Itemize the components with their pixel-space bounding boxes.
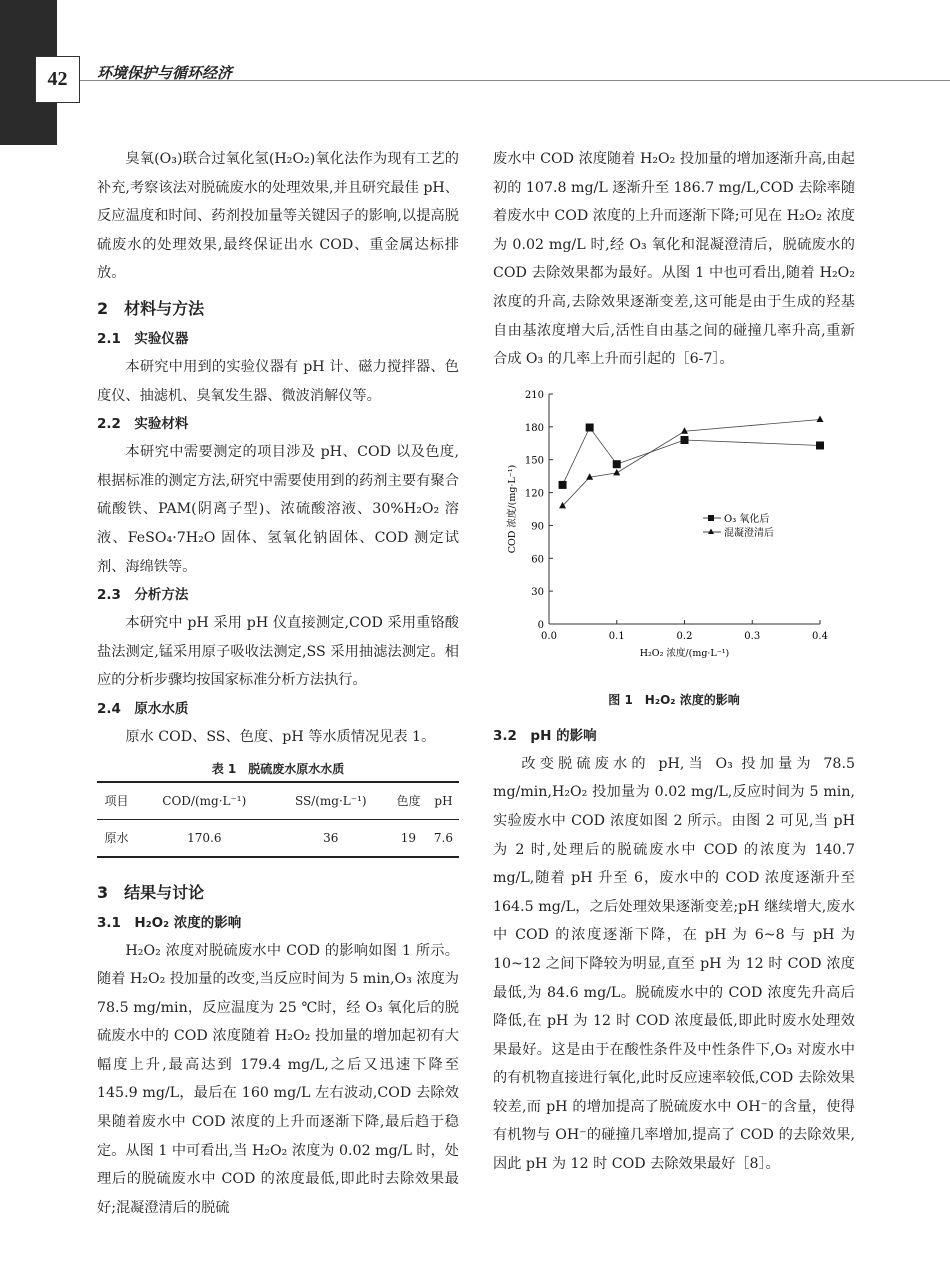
y-tick-label: 180: [524, 422, 544, 434]
figure-1: [493, 384, 855, 684]
table-header: 项目: [104, 793, 129, 808]
page-number: 42: [35, 56, 80, 103]
subsection-heading: 2.1 实验仪器: [97, 330, 189, 347]
section-heading: 3 结果与讨论: [97, 882, 205, 902]
table-header: COD/(mg·L⁻¹): [162, 793, 247, 808]
paragraph: 本研究中用到的实验仪器有 pH 计、磁力搅拌器、色度仪、抽滤机、臭氧发生器、微波消解仪等。: [97, 358, 459, 404]
data-point-triangle: [681, 427, 688, 434]
x-tick-label: 0.3: [744, 630, 761, 642]
right-column: [493, 145, 855, 1179]
y-tick-label: 210: [524, 389, 544, 401]
x-tick-label: 0.2: [676, 630, 693, 642]
line-chart: [493, 384, 855, 684]
table-header: pH: [434, 793, 453, 808]
table-cell: 36: [323, 830, 339, 845]
y-tick-label: 150: [524, 455, 544, 467]
intro-paragraph: 臭氧(O₃)联合过氧化氢(H₂O₂)氧化法作为现有工艺的补充,考察该法对脱硫废水的处理效果,并且研究最佳 pH、反应温度和时间、药剂投加量等关键因子的影响,以提高脱硫废水的处理效果,最终保证出水 COD、重金属达标排放。: [97, 151, 459, 282]
subsection-heading: 2.3 分析方法: [97, 587, 189, 604]
table-cell: 19: [400, 830, 417, 845]
figure-caption: 图 1 H₂O₂ 浓度的影响: [608, 692, 740, 707]
subsection-heading: 3.2 pH 的影响: [493, 727, 597, 744]
x-axis-label: H₂O₂ 浓度/(mg·L⁻¹): [639, 647, 730, 659]
paragraph: H₂O₂ 浓度对脱硫废水中 COD 的影响如图 1 所示。随着 H₂O₂ 投加量的改变,当反应时间为 5 min,O₃ 浓度为 78.5 mg/min，反应温度为 25 ℃时，经 O₃ 氧化后的脱硫废水中的 COD 浓度随着 H₂O₂ 投加量的增加起初有大幅度上升,最高达到 179.4 mg/L,之后又迅速下降至 145.9 mg/L，最后在 160 mg/L 左右波动,COD 去除效果随着废水中 COD 浓度的上升而逐渐下降,最后趋于稳定。从图 1 中可看出,当 H₂O₂ 浓度为 0.02 mg/L 时，处理后的脱硫废水中 COD 的浓度最低,即此时去除效果最好;混凝澄清后的脱硫: [97, 942, 459, 1216]
x-tick-label: 0.4: [812, 630, 828, 642]
y-tick-label: 30: [531, 586, 544, 598]
data-point-square: [586, 423, 594, 431]
x-tick-label: 0.0: [541, 630, 557, 642]
data-point-square: [681, 436, 689, 444]
table-caption: 表 1 脱硫废水原水水质: [211, 761, 345, 776]
data-point-triangle: [817, 415, 824, 422]
paragraph: 原水 COD、SS、色度、pH 等水质情况见表 1。: [125, 728, 436, 745]
y-tick-label: 60: [531, 554, 544, 566]
data-point-square: [613, 460, 621, 468]
paragraph: 本研究中 pH 采用 pH 仪直接测定,COD 采用重铬酸盐法测定,锰采用原子吸收法测定,SS 采用抽滤法测定。相应的分析步骤均按国家标准分析方法执行。: [97, 615, 459, 689]
water-quality-table: [97, 781, 459, 858]
legend-marker: [708, 515, 714, 521]
x-tick-label: 0.1: [608, 630, 625, 642]
left-column: [97, 145, 459, 1222]
paragraph: 改变脱硫废水的 pH,当 O₃ 投加量为 78.5 mg/min,H₂O₂ 投加量为 0.02 mg/L,反应时间为 5 min,实验废水中 COD 浓度如图 2 所示。由图 2 可见,当 pH 为 2 时,处理后的脱硫废水中 COD 的浓度为 140.7 mg/L,随着 pH 升至 6，废水中的 COD 浓度逐渐升至 164.5 mg/L，之后处理效果逐渐变差;pH 继续增大,废水中 COD 的浓度逐渐下降，在 pH 为 6~8 与 pH 为 10~12 之间下降较为明显,直至 pH 为 12 时 COD 浓度最低,为 84.6 mg/L。脱硫废水中的 COD 浓度先升高后降低,在 pH 为 12 时 COD 浓度最低,即此时废水处理效果最好。这是由于在酸性条件及中性条件下,O₃ 对废水中的有机物直接进行氧化,此时反应速率较低,COD 去除效果较差,而 pH 的增加提高了脱硫废水中 OH⁻的含量，使得有机物与 OH⁻的碰撞几率增加,提高了 COD 的去除效果,因此 pH 为 12 时 COD 去除效果最好［8］。: [493, 755, 855, 1173]
table-header: SS/(mg·L⁻¹): [294, 793, 367, 808]
section-heading: 2 材料与方法: [97, 298, 205, 318]
data-point-square: [559, 481, 567, 489]
legend-label: O₃ 氧化后: [724, 513, 770, 525]
data-point-triangle: [613, 469, 620, 476]
paragraph: 废水中 COD 浓度随着 H₂O₂ 投加量的增加逐渐升高,由起初的 107.8 mg/L 逐渐升至 186.7 mg/L,COD 去除率随着废水中 COD 浓度的上升而逐渐下降;可见在 H₂O₂ 浓度为 0.02 mg/L 时,经 O₃ 氧化和混凝澄清后，脱硫废水的 COD 去除效果都为最好。从图 1 中也可看出,随着 H₂O₂ 浓度的升高,去除效果逐渐变差,这可能是由于生成的羟基自由基浓度增大后,活性自由基之间的碰撞几率升高,重新合成 O₃ 的几率上升而引起的［6-7］。: [493, 151, 856, 368]
journal-title: 环境保护与循环经济: [97, 64, 233, 82]
subsection-heading: 2.4 原水水质: [97, 700, 189, 717]
y-tick-label: 90: [531, 521, 544, 533]
paragraph: 本研究中需要测定的项目涉及 pH、COD 以及色度,根据标准的测定方法,研究中需要使用到的药剂主要有聚合硫酸铁、PAM(阴离子型)、浓硫酸溶液、30%H₂O₂ 溶液、FeSO₄·7H₂O 固体、氢氧化钠固体、COD 测定试剂、海绵铁等。: [97, 444, 459, 575]
data-point-square: [816, 441, 824, 449]
series-line: [563, 419, 820, 505]
y-tick-label: 0: [537, 619, 544, 631]
subsection-heading: 2.2 实验材料: [97, 416, 189, 433]
header-rule: [80, 80, 950, 81]
legend-marker: [708, 528, 714, 534]
table-cell: 7.6: [433, 830, 454, 845]
y-tick-label: 120: [524, 488, 544, 500]
table-header: 色度: [396, 793, 421, 808]
y-axis-label: COD 浓度/(mg·L⁻¹): [507, 464, 518, 554]
table-row: [97, 819, 459, 857]
table-cell: 170.6: [187, 830, 222, 845]
subsection-heading: 3.1 H₂O₂ 浓度的影响: [97, 914, 242, 931]
table-cell: 原水: [104, 830, 129, 845]
legend-label: 混凝澄清后: [724, 527, 774, 539]
series-line: [563, 427, 820, 484]
